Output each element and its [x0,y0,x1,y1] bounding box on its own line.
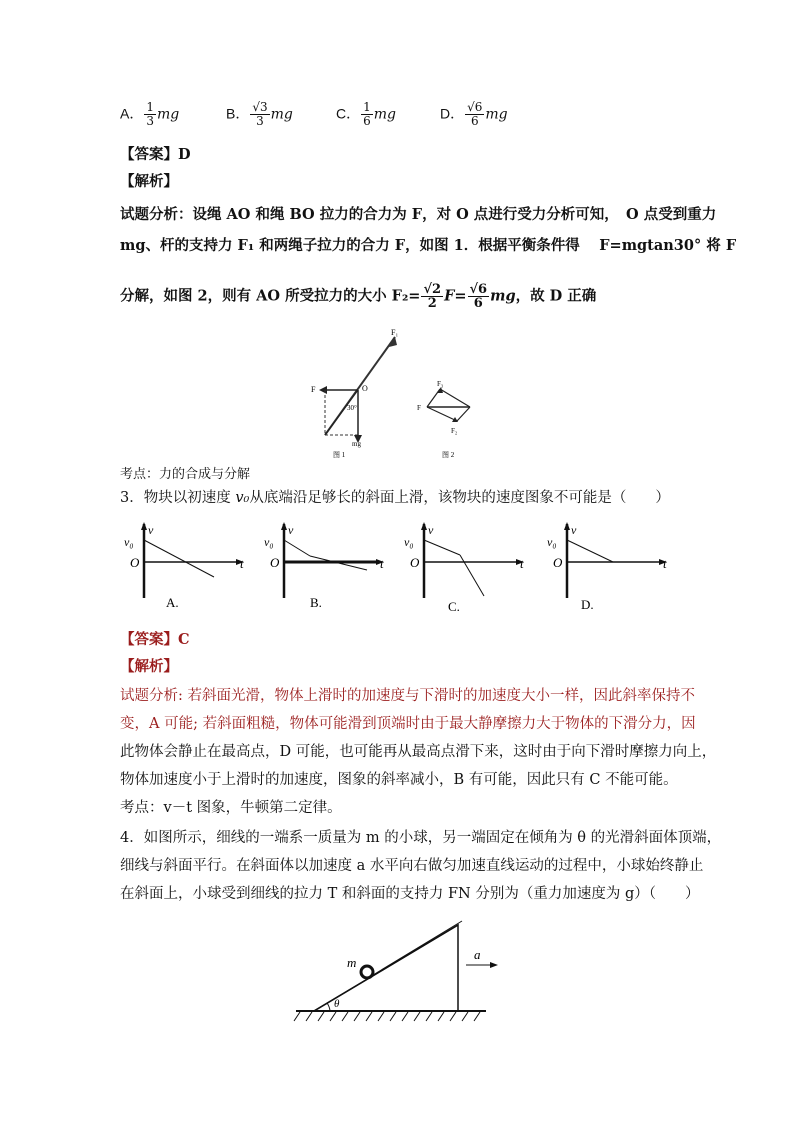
option-d: D． $\frac{√6}{6}$ mg [440,100,508,128]
caption-fig1: 图 1 [333,451,346,459]
svg-text:t: t [380,556,384,571]
label-F: F [311,385,316,394]
graph-label-b: B. [310,595,322,610]
label-F2: F₂ [451,427,458,435]
q3-kaodian: 考点：v－t 图象，牛顿第二定律。 [120,800,342,816]
q4-line3: 在斜面上，小球受到细线的拉力 T 和斜面的支持力 FN 分别为（重力加速度为 g）（ ） [120,886,700,902]
graph-label-c: C. [448,599,460,614]
force-figure-2 [415,375,485,460]
label-mg: mg [352,440,361,448]
q3-analysis-line2: 变，A 可能; 若斜面粗糙，物体可能滑到顶端时由于最大静摩擦力大于物体的下滑分力，因 [120,716,696,732]
svg-text:v: v [571,523,577,537]
label-O: O [362,384,368,393]
q2-kaodian: 考点：力的合成与分解 [120,467,251,482]
force-figure-1 [305,325,415,460]
option-b: B． $\frac{√3}{3}$ mg [226,100,293,128]
svg-text:t: t [240,556,244,571]
svg-text:v: v [288,523,294,537]
svg-text:v: v [428,523,434,537]
vt-graph-c [402,520,532,620]
q3-analysis-tag: 【解析】 [120,658,178,675]
q3-analysis-line4: 物体加速度小于上滑时的加速度，图象的斜率减小，B 有可能，因此只有 C 不能可能。 [120,772,678,788]
q4-line2: 细线与斜面平行。在斜面体以加速度 a 水平向右做匀加速直线运动的过程中，小球始终静止 [120,858,704,874]
ball [361,966,373,978]
incline-figure [290,915,500,1025]
svg-text:O: O [130,555,140,570]
option-c: C． $\frac{1}{6}$ mg [336,100,397,128]
q4-line1: 4．如图所示，细线的一端系一质量为 m 的小球，另一端固定在倾角为 θ 的光滑斜面体顶端， [120,830,722,846]
q2-answer: 【答案】D [120,146,191,163]
arrow-F [319,386,327,394]
q2-analysis-line1: 试题分析：设绳 AO 和绳 BO 拉力的合力为 F，对 O 点进行受力分析可知， O 点受到重力 [120,206,717,223]
vt-graph-a [122,520,252,620]
svg-text:O: O [553,555,563,570]
option-a: A． $\frac{1}{3}$ mg [120,100,180,128]
svg-text:t: t [520,556,524,571]
svg-text:v₀: v₀ [547,535,557,549]
q2-analysis-line2: mg、杆的支持力 F₁ 和两绳子拉力的合力 F，如图 1．根据平衡条件得 F=mgtan30° 将 F [120,237,737,254]
svg-text:O: O [410,555,420,570]
svg-text:v₀: v₀ [124,535,134,549]
label-m: m [347,955,357,970]
svg-text:t: t [663,556,667,571]
label-theta: θ [334,998,340,1010]
svg-text:v₀: v₀ [404,535,414,549]
label-F3: F₃ [437,380,444,388]
q3-analysis-line1: 试题分析: 若斜面光滑，物体上滑时的加速度与下滑时的加速度大小一样，因此斜率保持不 [120,688,695,704]
svg-text:v₀: v₀ [264,535,274,549]
svg-text:v: v [148,523,154,537]
q3-stem: 3．物块以初速度 v₀从底端沿足够长的斜面上滑，该物块的速度图象不可能是（ ） [120,490,670,506]
svg-text:O: O [270,555,280,570]
caption-fig2: 图 2 [442,451,455,459]
label-a: a [474,947,481,962]
vt-graph-b [262,520,392,620]
label-F1: F₁ [391,328,399,337]
q2-analysis-line3: 分解，如图 2，则有 AO 所受拉力的大小 F₂= $\frac{√2}{2}$ F= $\frac{√6}{6}$ mg，故 D 正确 [120,282,597,311]
graph-label-d: D. [581,597,594,612]
q3-answer: 【答案】C [120,631,190,648]
label-angle: 30° [347,404,357,412]
q3-analysis-line3: 此物体会静止在最高点，D 可能，也可能再从最高点滑下来，这时由于向下滑时摩擦力向上， [120,744,717,760]
q2-analysis-tag: 【解析】 [120,173,178,190]
string-line [373,921,462,975]
label-F: F [417,404,421,412]
vt-graph-d [545,520,675,620]
graph-label-a: A. [166,595,179,610]
